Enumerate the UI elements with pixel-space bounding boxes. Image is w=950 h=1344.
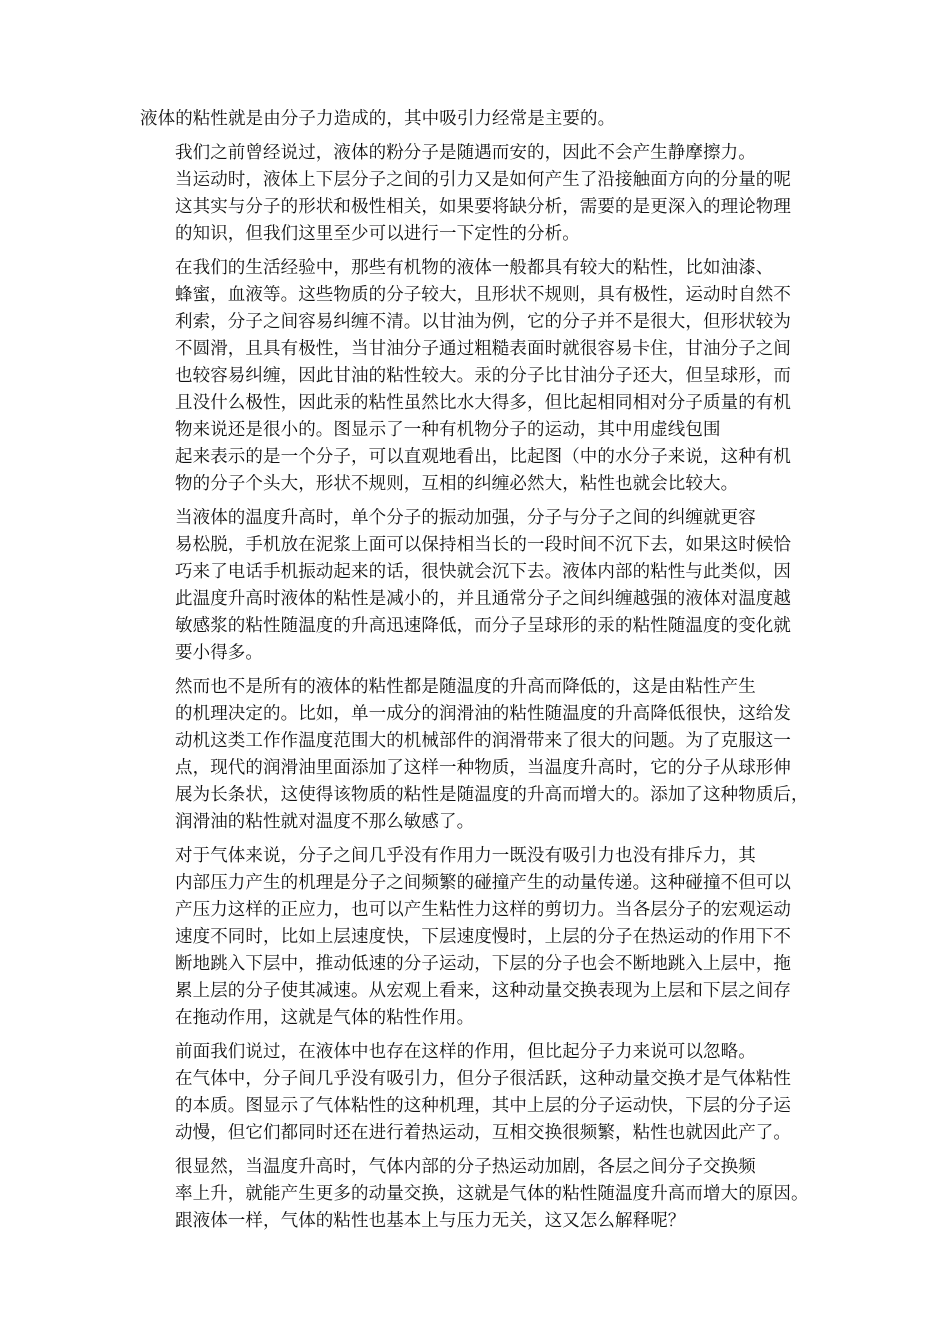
text-line: 动机这类工作作温度范围大的机械部件的润滑带来了很大的问题。为了克服这一 [175,731,791,751]
paragraph [140,505,820,667]
text-line: 内部压力产生的机理是分子之间频繁的碰撞产生的动量传递。这种碰撞不但可以 [175,873,791,893]
text-line: 我们之前曾经说过，液体的粉分子是随遇而安的，因此不会产生静摩擦力。 [175,143,756,163]
text-line: 润滑油的粘性就对温度不那么敏感了。 [175,812,475,832]
paragraph [140,255,820,498]
text-line: 当运动时，液体上下层分子之间的引力又是如何产生了沿接触面方向的分量的呢 [175,170,791,190]
paragraph [140,1039,820,1147]
text-line: 液体的粘性就是由分子力造成的，其中吸引力经常是主要的。 [140,109,616,129]
text-line: 蜂蜜，血液等。这些物质的分子较大，且形状不规则，具有极性，运动时自然不 [175,285,791,305]
text-line: 累上层的分子使其减速。从宏观上看来，这种动量交换表现为上层和下层之间存 [175,981,791,1001]
paragraph [140,1154,820,1235]
text-line: 也较容易纠缠，因此甘油的粘性较大。汞的分子比甘油分子还大，但呈球形，而 [175,366,791,386]
paragraph [140,140,820,248]
text-line: 对于气体来说，分子之间几乎没有作用力一既没有吸引力也没有排斥力，其 [175,846,756,866]
text-line: 展为长条状，这使得该物质的粘性是随温度的升高而增大的。添加了这种物质后， [175,785,809,805]
paragraph [140,843,820,1032]
text-line: 的本质。图显示了气体粘性的这种机理，其中上层的分子运动快，下层的分子运 [175,1096,791,1116]
text-line: 前面我们说过，在液体中也存在这样的作用，但比起分子力来说可以忽略。 [175,1042,756,1062]
text-line: 很显然，当温度升高时，气体内部的分子热运动加剧，各层之间分子交换频 [175,1157,756,1177]
text-line: 物的分子个头大，形状不规则，互相的纠缠必然大，粘性也就会比较大。 [175,474,739,494]
text-line: 的知识，但我们这里至少可以进行一下定性的分析。 [175,224,580,244]
text-line: 利索，分子之间容易纠缠不清。以甘油为例，它的分子并不是很大，但形状较为 [175,312,791,332]
paragraph [140,106,820,133]
text-line: 不圆滑，且具有极性，当甘油分子通过粗糙表面时就很容易卡住，甘油分子之间 [175,339,791,359]
text-line: 率上升，就能产生更多的动量交换，这就是气体的粘性随温度升高而增大的原因。 [175,1184,809,1204]
text-line: 物来说还是很小的。图显示了一种有机物分子的运动，其中用虚线包围 [175,420,721,440]
text-line: 然而也不是所有的液体的粘性都是随温度的升高而降低的，这是由粘性产生 [175,677,756,697]
text-line: 动慢，但它们都同时还在进行着热运动，互相交换很频繁，粘性也就因此产了。 [175,1123,791,1143]
text-line: 当液体的温度升高时，单个分子的振动加强，分子与分子之间的纠缠就更容 [175,508,756,528]
text-line: 起来表示的是一个分子，可以直观地看出，比起图（中的水分子来说，这种有机 [175,447,791,467]
text-line: 断地跳入下层中，推动低速的分子运动，下层的分子也会不断地跳入上层中，拖 [175,954,791,974]
document-body [140,106,820,1235]
text-line: 这其实与分子的形状和极性相关，如果要将缺分析，需要的是更深入的理论物理 [175,197,791,217]
text-line: 要小得多。 [175,643,263,663]
document-page [140,106,820,1242]
text-line: 的机理决定的。比如，单一成分的润滑油的粘性随温度的升高降低很快，这给发 [175,704,791,724]
text-line: 在气体中，分子间几乎没有吸引力，但分子很活跃，这种动量交换才是气体粘性 [175,1069,791,1089]
text-line: 跟液体一样，气体的粘性也基本上与压力无关，这又怎么解释呢？ [175,1211,686,1231]
text-line: 在拖动作用，这就是气体的粘性作用。 [175,1008,475,1028]
text-line: 且没什么极性，因此汞的粘性虽然比水大得多，但比起相同相对分子质量的有机 [175,393,791,413]
text-line: 点，现代的润滑油里面添加了这样一种物质，当温度升高时，它的分子从球形伸 [175,758,791,778]
text-line: 此温度升高时液体的粘性是减小的，并且通常分子之间纠缠越强的液体对温度越 [175,589,791,609]
text-line: 速度不同时，比如上层速度快，下层速度慢时，上层的分子在热运动的作用下不 [175,927,791,947]
paragraph [140,674,820,836]
text-line: 产压力这样的正应力，也可以产生粘性力这样的剪切力。当各层分子的宏观运动 [175,900,791,920]
text-line: 巧来了电话手机振动起来的话，很快就会沉下去。液体内部的粘性与此类似，因 [175,562,791,582]
text-line: 易松脱，手机放在泥浆上面可以保持相当长的一段时间不沉下去，如果这时候恰 [175,535,791,555]
text-line: 敏感浆的粘性随温度的升高迅速降低，而分子呈球形的汞的粘性随温度的变化就 [175,616,791,636]
text-line: 在我们的生活经验中，那些有机物的液体一般都具有较大的粘性，比如油漆、 [175,258,774,278]
